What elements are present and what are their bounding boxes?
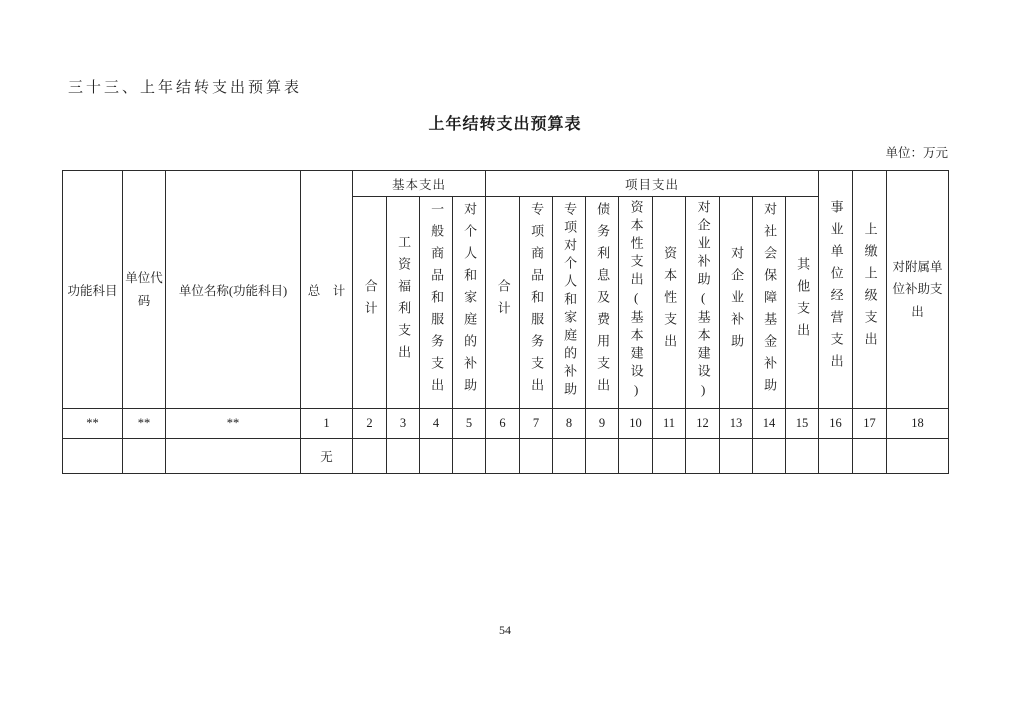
header-cell-social-security-fund-subsidy	[753, 197, 786, 409]
carryover-expenditure-budget-table	[62, 170, 949, 474]
header-cell-unit-name: 单位名称(功能科目)	[166, 171, 301, 409]
column-index-cell: 13	[720, 409, 753, 439]
data-cell	[819, 439, 853, 474]
header-cell-special-goods-services	[520, 197, 553, 409]
header-group-row	[63, 171, 949, 197]
page-number: 54	[499, 623, 511, 637]
column-index-cell: **	[166, 409, 301, 439]
data-cell	[720, 439, 753, 474]
column-index-cell: 6	[486, 409, 520, 439]
individual-family-subsidy-label: 对个人和家庭的补助	[462, 201, 478, 400]
column-index-cell: 12	[686, 409, 720, 439]
column-index-cell: 18	[887, 409, 949, 439]
column-index-cell: 2	[353, 409, 387, 439]
other-expenditure-label: 其他支出	[795, 256, 811, 345]
column-index-cell: 17	[853, 409, 887, 439]
header-cell-basic-subtotal	[353, 197, 387, 409]
data-cell	[420, 439, 453, 474]
column-index-cell: 9	[586, 409, 619, 439]
header-cell-unit-code: 单位代码	[123, 171, 166, 409]
data-cell	[353, 439, 387, 474]
column-index-cell: 14	[753, 409, 786, 439]
header-group-project-expenditure: 项目支出	[486, 171, 819, 197]
column-index-cell: 1	[301, 409, 353, 439]
basic-subtotal-label: 合计	[362, 278, 378, 323]
column-index-row	[63, 409, 949, 439]
header-cell-other-expenditure	[786, 197, 819, 409]
special-individual-family-subsidy-label: 专项对个人和家庭的补助	[562, 201, 578, 400]
data-cell	[123, 439, 166, 474]
column-index-cell: 8	[553, 409, 586, 439]
header-cell-general-goods-services	[420, 197, 453, 409]
data-cell	[753, 439, 786, 474]
special-goods-services-label: 专项商品和服务支出	[529, 201, 545, 400]
column-index-cell: **	[63, 409, 123, 439]
column-index-cell: 10	[619, 409, 653, 439]
header-cell-capital-expenditure-capital-construction	[619, 197, 653, 409]
data-cell	[453, 439, 486, 474]
header-cell-individual-family-subsidy	[453, 197, 486, 409]
project-subtotal-label: 合计	[495, 278, 511, 323]
header-group-basic-expenditure: 基本支出	[353, 171, 486, 197]
column-index-cell: 7	[520, 409, 553, 439]
header-cell-grand-total: 总 计	[301, 171, 353, 409]
header-cell-salary-welfare	[387, 197, 420, 409]
column-index-cell: **	[123, 409, 166, 439]
total-value-cell: 无	[301, 439, 353, 474]
data-cell	[553, 439, 586, 474]
data-cell	[686, 439, 720, 474]
header-cell-affiliated-unit-subsidy: 对附属单位补助支出	[887, 171, 949, 409]
header-cell-pay-upper-level	[853, 171, 887, 409]
debt-interest-fees-label: 债务利息及费用支出	[595, 201, 611, 400]
table-title: 上年结转支出预算表	[428, 116, 582, 133]
column-index-cell: 11	[653, 409, 686, 439]
data-cell	[486, 439, 520, 474]
section-heading: 三十三、上年结转支出预算表	[68, 80, 303, 96]
salary-welfare-label: 工资福利支出	[396, 234, 412, 367]
data-cell	[619, 439, 653, 474]
data-cell	[853, 439, 887, 474]
column-index-cell: 5	[453, 409, 486, 439]
general-goods-services-label: 一般商品和服务支出	[429, 201, 445, 400]
enterprise-subsidy-label: 对企业补助	[729, 245, 745, 356]
data-cell	[786, 439, 819, 474]
header-cell-enterprise-subsidy-capital-construction	[686, 197, 720, 409]
header-cell-function-subject: 功能科目	[63, 171, 123, 409]
header-cell-capital-expenditure	[653, 197, 686, 409]
data-cell	[653, 439, 686, 474]
column-index-cell: 3	[387, 409, 420, 439]
data-cell	[166, 439, 301, 474]
table-data-row	[63, 439, 949, 474]
unit-note: 单位：万元	[885, 146, 948, 160]
header-cell-project-subtotal	[486, 197, 520, 409]
capital-expenditure-capital-construction-label: 资本性支出(基本建设)	[628, 199, 644, 402]
header-cell-special-individual-family-subsidy	[553, 197, 586, 409]
column-index-cell: 4	[420, 409, 453, 439]
data-cell	[387, 439, 420, 474]
data-cell	[520, 439, 553, 474]
column-index-cell: 16	[819, 409, 853, 439]
data-cell	[586, 439, 619, 474]
pay-upper-level-label: 上缴上级支出	[862, 221, 878, 354]
header-cell-enterprise-subsidy	[720, 197, 753, 409]
column-index-cell: 15	[786, 409, 819, 439]
data-cell	[887, 439, 949, 474]
data-cell	[63, 439, 123, 474]
header-cell-business-operation	[819, 171, 853, 409]
capital-expenditure-label: 资本性支出	[662, 245, 678, 356]
social-security-fund-subsidy-label: 对社会保障基金补助	[762, 201, 778, 400]
header-cell-debt-interest-fees	[586, 197, 619, 409]
business-operation-label: 事业单位经营支出	[828, 199, 844, 376]
enterprise-subsidy-capital-construction-label: 对企业补助(基本建设)	[695, 199, 711, 402]
